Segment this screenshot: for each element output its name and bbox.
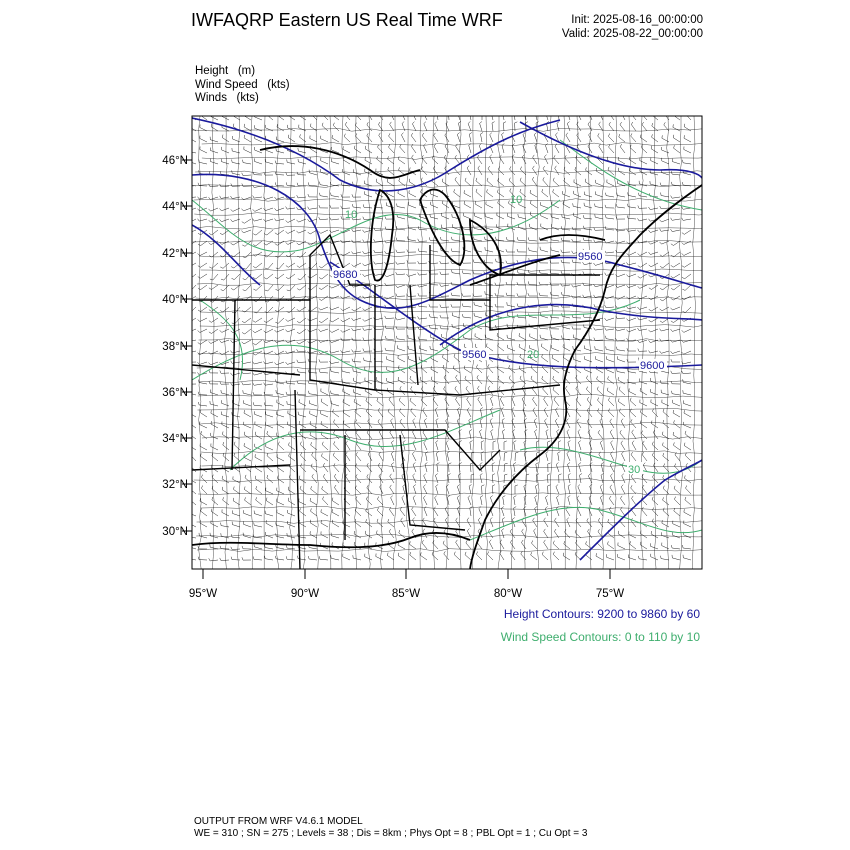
lat-label: 44°N (162, 201, 188, 213)
map-title: IWFAQRP Eastern US Real Time WRF (191, 10, 503, 30)
model-config: WE = 310 ; SN = 275 ; Levels = 38 ; Dis = 8km ; Phys Opt = 8 ; PBL Opt = 1 ; Cu Opt = 3 (194, 828, 588, 839)
height-contour-label: 9560 (462, 349, 487, 361)
height-contour-label: 9680 (333, 269, 358, 281)
lat-label: 32°N (162, 479, 188, 491)
longitude-labels (189, 588, 624, 600)
height-contour-label: 9560 (578, 251, 603, 263)
lon-label: 90°W (290, 588, 320, 600)
height-contour-note: Height Contours: 9200 to 9860 by 60 (503, 607, 700, 621)
lat-label: 42°N (162, 248, 188, 260)
model-version: OUTPUT FROM WRF V4.6.1 MODEL (194, 816, 363, 827)
lon-label: 80°W (493, 588, 523, 600)
lon-label: 95°W (188, 588, 218, 600)
wind-contour-label: 30 (628, 464, 641, 476)
height-contour-label: 9600 (640, 360, 665, 372)
lat-label: 46°N (162, 155, 188, 167)
lat-label: 34°N (162, 433, 188, 445)
model-footer (194, 816, 587, 840)
init-time: Init: 2025-08-16_00:00:00 (571, 14, 703, 26)
lat-label: 36°N (162, 387, 188, 399)
valid-time: Valid: 2025-08-22_00:00:00 (561, 28, 703, 40)
legend-height: Height (m) (195, 65, 256, 77)
lon-label: 75°W (595, 588, 625, 600)
legend-winds: Winds (kts) (195, 92, 259, 104)
wind-contour-label: 10 (510, 194, 523, 206)
lat-label: 38°N (162, 341, 188, 353)
legend-wind-speed: Wind Speed (kts) (195, 78, 290, 91)
lon-label: 85°W (391, 588, 421, 600)
latitude-labels (162, 155, 188, 538)
lat-label: 40°N (162, 294, 188, 306)
wind-contour-label: 20 (527, 349, 540, 361)
lat-label: 30°N (162, 526, 188, 538)
wind-contour-note: Wind Speed Contours: 0 to 110 by 10 (500, 630, 700, 644)
wind-contour-label: 10 (345, 209, 358, 221)
